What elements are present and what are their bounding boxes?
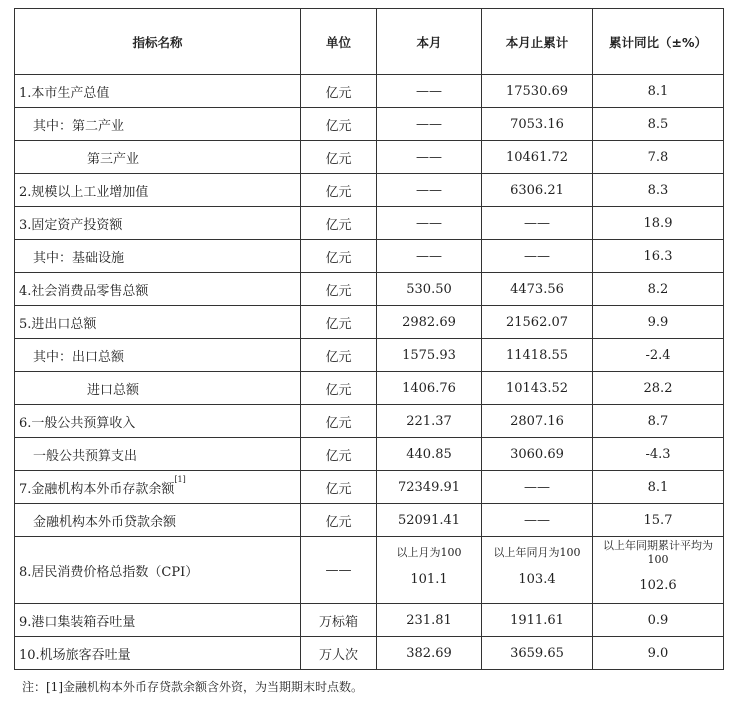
table-row-cpi bbox=[15, 537, 724, 604]
unit-cell: 万标箱 bbox=[301, 604, 377, 637]
unit-cell: 亿元 bbox=[301, 174, 377, 207]
unit-cell: —— bbox=[301, 537, 377, 604]
unit-cell: 亿元 bbox=[301, 240, 377, 273]
table-row bbox=[15, 207, 724, 240]
unit-cell: 亿元 bbox=[301, 405, 377, 438]
indicator-name: 一般公共预算支出 bbox=[15, 438, 301, 471]
indicator-name: 3.固定资产投资额 bbox=[15, 207, 301, 240]
yoy-cell: 8.7 bbox=[593, 405, 724, 438]
yoy-cell: -4.3 bbox=[593, 438, 724, 471]
table-row bbox=[15, 306, 724, 339]
month-cell: —— bbox=[377, 75, 482, 108]
yoy-cell: 16.3 bbox=[593, 240, 724, 273]
indicator-name: 2.规模以上工业增加值 bbox=[15, 174, 301, 207]
indicator-name-text: 7.金融机构本外币存款余额 bbox=[19, 481, 175, 497]
yoy-cell: 8.1 bbox=[593, 75, 724, 108]
header-unit: 单位 bbox=[301, 9, 377, 75]
cumulative-cell bbox=[482, 537, 593, 604]
unit-cell: 亿元 bbox=[301, 438, 377, 471]
yoy-cell: 18.9 bbox=[593, 207, 724, 240]
unit-cell: 亿元 bbox=[301, 108, 377, 141]
month-cell: —— bbox=[377, 240, 482, 273]
yoy-cell: 8.3 bbox=[593, 174, 724, 207]
indicator-name: 进口总额 bbox=[15, 372, 301, 405]
cumulative-cell: 11418.55 bbox=[482, 339, 593, 372]
cumulative-cell: —— bbox=[482, 504, 593, 537]
month-cell: 2982.69 bbox=[377, 306, 482, 339]
unit-cell: 亿元 bbox=[301, 504, 377, 537]
indicator-name: 金融机构本外币贷款余额 bbox=[15, 504, 301, 537]
cumulative-cell: 3659.65 bbox=[482, 637, 593, 670]
month-cell: 1575.93 bbox=[377, 339, 482, 372]
header-yoy: 累计同比（±%） bbox=[593, 9, 724, 75]
month-cell: —— bbox=[377, 207, 482, 240]
table-row bbox=[15, 372, 724, 405]
base-note: 以上年同月为100 bbox=[493, 545, 581, 559]
cpi-value: 103.4 bbox=[518, 571, 556, 587]
unit-cell: 亿元 bbox=[301, 372, 377, 405]
base-note: 以上月为100 bbox=[396, 545, 462, 559]
month-cell: —— bbox=[377, 141, 482, 174]
cumulative-cell: 2807.16 bbox=[482, 405, 593, 438]
cumulative-cell: 21562.07 bbox=[482, 306, 593, 339]
unit-cell: 亿元 bbox=[301, 273, 377, 306]
indicator-name: 1.本市生产总值 bbox=[15, 75, 301, 108]
cpi-value: 102.6 bbox=[639, 578, 677, 593]
month-cell: 530.50 bbox=[377, 273, 482, 306]
base-note: 以上年同期累计平均为100 bbox=[603, 539, 713, 566]
table-row bbox=[15, 174, 724, 207]
table-row bbox=[15, 471, 724, 504]
indicator-name: 其中：出口总额 bbox=[15, 339, 301, 372]
month-cell: 1406.76 bbox=[377, 372, 482, 405]
cumulative-cell: 10461.72 bbox=[482, 141, 593, 174]
yoy-cell: 8.2 bbox=[593, 273, 724, 306]
cpi-value: 101.1 bbox=[410, 571, 448, 587]
yoy-cell bbox=[593, 537, 724, 604]
indicator-name: 5.进出口总额 bbox=[15, 306, 301, 339]
unit-cell: 万人次 bbox=[301, 637, 377, 670]
table-row bbox=[15, 504, 724, 537]
yoy-cell: 8.1 bbox=[593, 471, 724, 504]
table-row bbox=[15, 405, 724, 438]
table-row bbox=[15, 108, 724, 141]
month-cell: 52091.41 bbox=[377, 504, 482, 537]
yoy-cell: 28.2 bbox=[593, 372, 724, 405]
indicator-name: 第三产业 bbox=[15, 141, 301, 174]
month-cell: 440.85 bbox=[377, 438, 482, 471]
yoy-cell: -2.4 bbox=[593, 339, 724, 372]
yoy-cell: 9.0 bbox=[593, 637, 724, 670]
yoy-cell: 8.5 bbox=[593, 108, 724, 141]
unit-cell: 亿元 bbox=[301, 207, 377, 240]
header-row bbox=[15, 9, 724, 75]
yoy-cell: 7.8 bbox=[593, 141, 724, 174]
indicator-name: 4.社会消费品零售总额 bbox=[15, 273, 301, 306]
cumulative-cell: 3060.69 bbox=[482, 438, 593, 471]
cumulative-cell: —— bbox=[482, 240, 593, 273]
header-month: 本月 bbox=[377, 9, 482, 75]
table-row bbox=[15, 438, 724, 471]
cumulative-cell: —— bbox=[482, 207, 593, 240]
indicator-name: 8.居民消费价格总指数（CPI） bbox=[15, 537, 301, 604]
month-cell: —— bbox=[377, 174, 482, 207]
unit-cell: 亿元 bbox=[301, 75, 377, 108]
footnote-marker: [1] bbox=[174, 474, 186, 484]
unit-cell: 亿元 bbox=[301, 339, 377, 372]
month-cell bbox=[377, 537, 482, 604]
table-row bbox=[15, 637, 724, 670]
yoy-cell: 0.9 bbox=[593, 604, 724, 637]
month-cell: 231.81 bbox=[377, 604, 482, 637]
header-cumulative: 本月止累计 bbox=[482, 9, 593, 75]
indicator-name: 9.港口集装箱吞吐量 bbox=[15, 604, 301, 637]
cumulative-cell: 6306.21 bbox=[482, 174, 593, 207]
month-cell: 382.69 bbox=[377, 637, 482, 670]
header-indicator: 指标名称 bbox=[15, 9, 301, 75]
unit-cell: 亿元 bbox=[301, 471, 377, 504]
indicator-name bbox=[15, 471, 301, 504]
cumulative-cell: 10143.52 bbox=[482, 372, 593, 405]
cumulative-cell: —— bbox=[482, 471, 593, 504]
indicator-name: 10.机场旅客吞吐量 bbox=[15, 637, 301, 670]
yoy-cell: 15.7 bbox=[593, 504, 724, 537]
table-row bbox=[15, 75, 724, 108]
month-cell: 221.37 bbox=[377, 405, 482, 438]
table-row bbox=[15, 604, 724, 637]
statistics-table bbox=[14, 8, 724, 670]
footnote: 注：[1]金融机构本外币存贷款余额含外资，为当期期末时点数。 bbox=[22, 680, 364, 694]
table-row bbox=[15, 240, 724, 273]
table-row bbox=[15, 141, 724, 174]
indicator-name: 其中：第二产业 bbox=[15, 108, 301, 141]
indicator-name: 6.一般公共预算收入 bbox=[15, 405, 301, 438]
month-cell: 72349.91 bbox=[377, 471, 482, 504]
cumulative-cell: 4473.56 bbox=[482, 273, 593, 306]
indicator-name: 其中：基础设施 bbox=[15, 240, 301, 273]
yoy-cell: 9.9 bbox=[593, 306, 724, 339]
unit-cell: 亿元 bbox=[301, 306, 377, 339]
unit-cell: 亿元 bbox=[301, 141, 377, 174]
cumulative-cell: 7053.16 bbox=[482, 108, 593, 141]
cumulative-cell: 1911.61 bbox=[482, 604, 593, 637]
table-row bbox=[15, 273, 724, 306]
cumulative-cell: 17530.69 bbox=[482, 75, 593, 108]
month-cell: —— bbox=[377, 108, 482, 141]
table-row bbox=[15, 339, 724, 372]
